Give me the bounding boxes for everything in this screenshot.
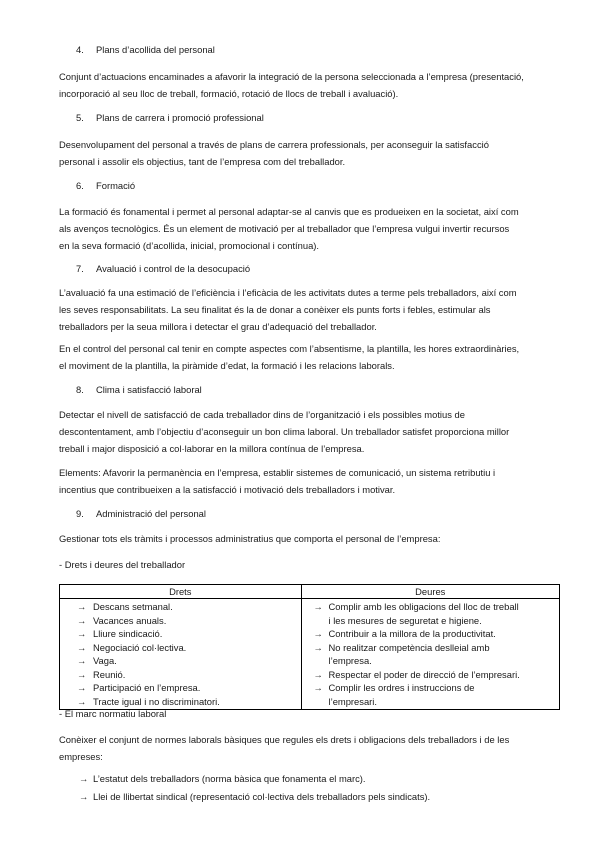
text-line: Conjunt d’actuacions encaminades a afavorir la integració de la persona seleccionada a l’empresa (presentació, bbox=[59, 71, 524, 82]
section-number: 6. bbox=[76, 180, 84, 191]
text-line: en la seva formació (d’acollida, inicial, promocional i contínua). bbox=[59, 240, 320, 251]
item-text: Negociació col·lectiva. bbox=[93, 641, 187, 653]
deures-cell bbox=[301, 599, 559, 710]
paragraph-carrera bbox=[59, 136, 559, 170]
bullet-llei-sindical bbox=[79, 788, 430, 805]
text-line: les seves responsabilitats. La seu finalitat és la de donar a conèixer els punts forts i febles, estimular als bbox=[59, 304, 491, 315]
column-header-drets: Drets bbox=[60, 585, 302, 599]
paragraph-clima bbox=[59, 406, 559, 457]
item-text: No realitzar competència deslleial amb bbox=[328, 641, 490, 653]
item-text: Respectar el poder de direcció de l’empresari. bbox=[328, 668, 520, 680]
section-title: Plans d’acollida del personal bbox=[96, 44, 215, 55]
subheading-marc-normatiu: - El marc normatiu laboral bbox=[59, 708, 167, 719]
item-text: Descans setmanal. bbox=[93, 601, 173, 612]
arrow-right-icon: → bbox=[77, 641, 87, 653]
arrow-right-icon: → bbox=[77, 655, 87, 666]
text-line: treballadors per la seua millora i detectar el grau d’adequació del treballador. bbox=[59, 321, 377, 332]
text-line: En el control del personal cal tenir en compte aspectes com l’absentisme, la plantilla, les hores extraordinàries, bbox=[59, 343, 520, 354]
list-item bbox=[302, 641, 559, 668]
paragraph-administracio bbox=[59, 530, 559, 547]
list-item bbox=[60, 614, 301, 628]
text-line: personal i assolir els objectius, tant de l’empresa com del treballador. bbox=[59, 156, 346, 167]
arrow-right-icon: → bbox=[77, 682, 87, 693]
item-text: Complir amb les obligacions del lloc de treball bbox=[328, 601, 519, 612]
arrow-right-icon: → bbox=[79, 773, 89, 784]
list-item bbox=[302, 681, 559, 708]
table-row bbox=[60, 599, 560, 710]
bullet-text: L’estatut dels treballadors (norma bàsica que fonamenta el marc). bbox=[93, 773, 366, 784]
text-line: L’avaluació fa una estimació de l’eficiència i l’eficàcia de les activitats dutes a terme pels treballadors, així com bbox=[59, 287, 517, 298]
rights-duties-table bbox=[59, 584, 560, 710]
text-line: Gestionar tots els tràmits i processos administratius que comporta el personal de l’empresa: bbox=[59, 533, 441, 544]
bullet-estatut bbox=[79, 770, 366, 787]
list-item bbox=[60, 600, 301, 614]
list-item bbox=[60, 641, 301, 655]
text-line: Desenvolupament del personal a través de plans de carrera professionals, per aconseguir la satisfacció bbox=[59, 139, 489, 150]
section-number: 9. bbox=[76, 508, 84, 519]
list-item bbox=[60, 668, 301, 682]
column-header-deures: Deures bbox=[301, 585, 559, 599]
item-text: Contribuir a la millora de la productivitat. bbox=[328, 628, 496, 639]
subheading-drets-deures: - Drets i deures del treballador bbox=[59, 559, 186, 570]
text-line: als avenços tecnològics. És un element de motivació per al treballador que l’empresa vulgui invertir recursos bbox=[59, 223, 510, 234]
arrow-right-icon: → bbox=[77, 614, 87, 626]
bullet-text: Llei de llibertat sindical (representació col·lectiva dels treballadors pels sindicats). bbox=[93, 791, 431, 802]
arrow-right-icon: → bbox=[313, 682, 323, 693]
text-line: incorporació al seu lloc de treball, formació, rotació de llocs de treball i avaluació). bbox=[59, 88, 399, 99]
section-number: 5. bbox=[76, 112, 84, 123]
list-item bbox=[302, 627, 559, 641]
list-item bbox=[60, 681, 301, 695]
section-title: Administració del personal bbox=[96, 508, 206, 519]
section-title: Clima i satisfacció laboral bbox=[96, 384, 202, 395]
arrow-right-icon: → bbox=[313, 628, 323, 639]
arrow-right-icon: → bbox=[77, 668, 87, 680]
drets-cell bbox=[60, 599, 302, 710]
arrow-right-icon: → bbox=[313, 601, 323, 612]
item-text: Complir les ordres i instruccions de bbox=[328, 682, 475, 693]
section-heading-9 bbox=[76, 505, 206, 522]
table-header-row bbox=[60, 585, 560, 599]
text-line: descontentament, amb l’objectiu d’aconseguir un bon clima laboral. Un treballador satisfet proporciona millor bbox=[59, 426, 510, 437]
text-line: empreses: bbox=[59, 751, 103, 762]
item-text: l’empresa. bbox=[328, 655, 372, 666]
section-heading-8 bbox=[76, 381, 202, 398]
arrow-right-icon: → bbox=[79, 791, 89, 802]
arrow-right-icon: → bbox=[77, 695, 87, 707]
text-line: Detectar el nivell de satisfacció de cada treballador dins de l’organització i els possibles motius de bbox=[59, 409, 465, 420]
text-line: treball i major disposició a col·laborar en la millora contínua de l’empresa. bbox=[59, 443, 365, 454]
text-line: el moviment de la plantilla, la piràmide d’edat, la formació i les relacions laborals. bbox=[59, 360, 395, 371]
arrow-right-icon: → bbox=[77, 601, 87, 612]
paragraph-acollida bbox=[59, 68, 559, 102]
list-item bbox=[302, 600, 559, 627]
section-number: 4. bbox=[76, 44, 84, 55]
arrow-right-icon: → bbox=[77, 628, 87, 639]
section-heading-7 bbox=[76, 260, 250, 277]
list-item bbox=[60, 627, 301, 641]
item-text: l’empresari. bbox=[328, 695, 377, 707]
text-line: La formació és fonamental i permet al personal adaptar-se al canvis que es produeixen en la societat, així com bbox=[59, 206, 519, 217]
arrow-right-icon: → bbox=[313, 641, 323, 653]
paragraph-marc bbox=[59, 731, 559, 765]
text-line: incentius que contribueixen a la satisfacció i motivació dels treballadors i motivar. bbox=[59, 484, 396, 495]
section-number: 7. bbox=[76, 263, 84, 274]
list-item bbox=[60, 654, 301, 668]
item-text: Tracte igual i no discriminatori. bbox=[93, 695, 220, 707]
arrow-right-icon: → bbox=[313, 668, 323, 680]
paragraph-control bbox=[59, 340, 559, 374]
section-title: Avaluació i control de la desocupació bbox=[96, 263, 251, 274]
paragraph-formacio bbox=[59, 203, 559, 254]
item-text: Vaga. bbox=[93, 655, 117, 666]
paragraph-avaluacio bbox=[59, 284, 559, 335]
item-text: Reunió. bbox=[93, 668, 126, 680]
section-title: Plans de carrera i promoció professional bbox=[96, 112, 264, 123]
item-text: Vacances anuals. bbox=[93, 614, 167, 626]
text-line: Conèixer el conjunt de normes laborals bàsiques que regules els drets i obligacions dels treballadors i de les bbox=[59, 734, 510, 745]
item-text: i les mesures de seguretat e higiene. bbox=[328, 614, 482, 626]
section-heading-5 bbox=[76, 109, 264, 126]
section-title: Formació bbox=[96, 180, 136, 191]
text-line: Elements: Afavorir la permanència en l’empresa, establir sistemes de comunicació, un sistema retributiu i bbox=[59, 467, 496, 478]
paragraph-elements bbox=[59, 464, 559, 498]
section-heading-6 bbox=[76, 177, 135, 194]
list-item bbox=[302, 668, 559, 682]
item-text: Lliure sindicació. bbox=[93, 628, 163, 639]
item-text: Participació en l’empresa. bbox=[93, 682, 201, 693]
section-heading-4 bbox=[76, 41, 215, 58]
section-number: 8. bbox=[76, 384, 84, 395]
